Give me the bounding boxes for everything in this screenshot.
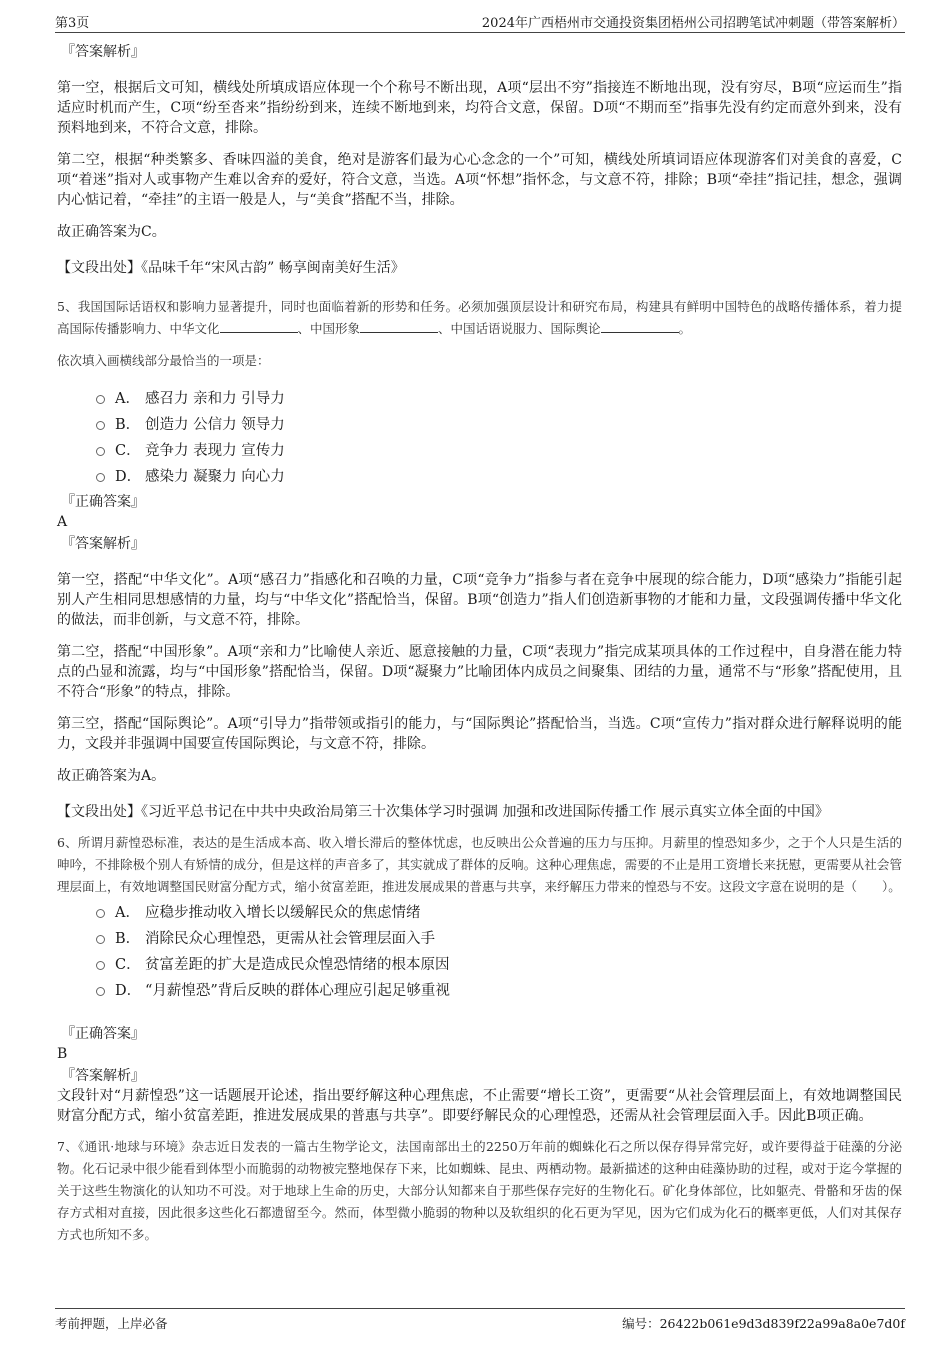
q5-source: 【文段出处】《习近平总书记在中共中央政治局第三十次集体学习时强调 加强和改进国际传播工作 展示真实立体全面的中国》 — [57, 804, 829, 820]
q5-options — [57, 386, 902, 490]
q6-stem: 6、所谓月薪惶恐标准，表达的是生活成本高、收入增长滞后的整体忧虑，也反映出公众普遍的压力与压抑。月薪里的惶恐知多少，之于个人只是生活的呻吟，不排除极个别人有矫情的成分，但是这样的声音多了，其实就成了群体的反响。这种心理焦虑，需要的不止是用工资增长来抚慰，更需要从社会管理层面上，有效地调整国民财富分配方式，缩小贫富差距，推进发展成果的普惠与共享，来纾解压力带来的惶恐与不安。这段文字意在说明的是（ ）。 — [57, 835, 902, 894]
q5-option-b[interactable]: B． 创造力 公信力 领导力 — [57, 412, 902, 438]
document-title: 2024年广西梧州市交通投资集团梧州公司招聘笔试冲刺题（带答案解析） — [481, 16, 905, 31]
q5-analysis-tag: 『答案解析』 — [61, 536, 145, 552]
footer-serial: 编号：26422b061e9d3d839f22a99a8a0e7d0f — [622, 1316, 905, 1331]
q5-analysis-para1: 第一空，搭配“中华文化”。A项“感召力”指感化和召唤的力量，C项“竞争力”指参与者在竞争中展现的综合能力，D项“感染力”指能引起别人产生相同思想感情的力量，均与“中华文化”搭配恰当，保留。B项“创造力”指人们创造新事物的才能和力量，文段强调传播中华文化的做法，而非创新，与文意不符，排除。 — [57, 572, 902, 628]
q7-stem: 7、《通讯·地球与环境》杂志近日发表的一篇古生物学论文，法国南部出土的2250万年前的蜘蛛化石之所以保存得异常完好，或许要得益于硅藻的分泌物。化石记录中很少能看到体型小而脆弱的动物被完整地保存下来，比如蜘蛛、昆虫、两栖动物。最新描述的这种由硅藻协助的过程，或对于迄今掌握的关于这些生物演化的认知功不可没。对于地球上生命的历史，大部分认知都来自于那些保存完好的生物化石。矿化身体部位，比如躯壳、骨骼和牙齿的保存方式相对直接，因此很多这些化石都遗留至今。然而，体型微小脆弱的物种以及软组织的化石更为罕见，因为它们成为化石的概率更低，人们对其保存方式也所知不多。 — [57, 1139, 902, 1242]
q5-answer: A — [57, 514, 68, 530]
q5-blank-2 — [360, 319, 438, 333]
q5-option-d[interactable]: D． 感染力 凝聚力 向心力 — [57, 464, 902, 490]
q5-option-a[interactable]: A． 感召力 亲和力 引导力 — [57, 386, 902, 412]
radio-icon[interactable] — [96, 987, 105, 996]
footer-slogan: 考前押题，上岸必备 — [55, 1316, 168, 1331]
q6-analysis: 文段针对“月薪惶恐”这一话题展开论述，指出要纾解这种心理焦虑，不止需要“增长工资”，更需要“从社会管理层面上，有效地调整国民财富分配方式，缩小贫富差距，推进发展成果的普惠与共享”。即要纾解民众的心理惶恐，还需从社会管理层面入手。因此B项正确。 — [57, 1088, 902, 1124]
q5-blank-3 — [601, 319, 679, 333]
q5-answer-tag: 『正确答案』 — [61, 494, 145, 510]
q6-analysis-tag: 『答案解析』 — [61, 1068, 145, 1084]
radio-icon[interactable] — [96, 395, 105, 404]
radio-icon[interactable] — [96, 935, 105, 944]
page-header — [55, 10, 905, 33]
radio-icon[interactable] — [96, 909, 105, 918]
radio-icon[interactable] — [96, 473, 105, 482]
q5-option-c[interactable]: C． 竞争力 表现力 宣传力 — [57, 438, 902, 464]
q4-analysis-para1: 第一空，根据后文可知，横线处所填成语应体现一个个称号不断出现，A项“层出不穷”指接连不断地出现，没有穷尽，B项“应运而生”指适应时机而产生，C项“纷至沓来”指纷纷到来，连续不断地到来，均符合文意，保留。D项“不期而至”指事先没有约定而意外到来，没有预料地到来，不符合文意，排除。 — [57, 80, 902, 136]
q4-analysis-para2: 第二空，根据“种类繁多、香味四溢的美食，绝对是游客们最为心心念念的一个”可知，横线处所填词语应体现游客们对美食的喜爱，C项“着迷”指对人或事物产生难以舍弃的爱好，符合文意，当选。A项“怀想”指怀念，与文意不符，排除；B项“牵挂”指记挂，想念，强调内心惦记着，“牵挂”的主语一般是人，与“美食”搭配不当，排除。 — [57, 152, 902, 208]
q4-analysis-tag: 『答案解析』 — [61, 44, 145, 60]
page-number: 第3页 — [55, 16, 90, 31]
q5-analysis-para3: 第三空，搭配“国际舆论”。A项“引导力”指带领或指引的能力，与“国际舆论”搭配恰当，当选。C项“宣传力”指对群众进行解释说明的能力，文段并非强调中国要宣传国际舆论，与文意不符，排除。 — [57, 716, 902, 752]
q6-answer-tag: 『正确答案』 — [61, 1026, 145, 1042]
q5-blank-1 — [220, 319, 298, 333]
q6-option-a[interactable]: A． 应稳步推动收入增长以缓解民众的焦虑情绪 — [57, 900, 902, 926]
q4-conclusion: 故正确答案为C。 — [57, 224, 166, 240]
page-footer — [55, 1308, 905, 1331]
q6-option-c[interactable]: C． 贫富差距的扩大是造成民众惶恐情绪的根本原因 — [57, 952, 902, 978]
q4-source: 【文段出处】《品味千年“宋风古韵” 畅享闽南美好生活》 — [57, 260, 405, 276]
radio-icon[interactable] — [96, 421, 105, 430]
page-content — [57, 38, 902, 1246]
q5-conclusion: 故正确答案为A。 — [57, 768, 166, 784]
q6-option-d[interactable]: D． “月薪惶恐”背后反映的群体心理应引起足够重视 — [57, 978, 902, 1004]
q5-prompt: 依次填入画横线部分最恰当的一项是： — [57, 353, 270, 368]
q5-stem: 5、我国国际话语权和影响力显著提升，同时也面临着新的形势和任务。必须加强顶层设计和研究布局，构建具有鲜明中国特色的战略传播体系，着力提高国际传播影响力、中华文化 、中国形象 、中国话语说服力、国际舆论 。 — [57, 299, 902, 336]
radio-icon[interactable] — [96, 447, 105, 456]
q6-option-b[interactable]: B． 消除民众心理惶恐，更需从社会管理层面入手 — [57, 926, 902, 952]
q6-options — [57, 900, 902, 1004]
radio-icon[interactable] — [96, 961, 105, 970]
q5-analysis-para2: 第二空，搭配“中国形象”。A项“亲和力”比喻使人亲近、愿意接触的力量，C项“表现力”指完成某项具体的工作过程中，自身潜在能力特点的凸显和流露，均与“中国形象”搭配恰当，保留。D项“凝聚力”比喻团体内成员之间聚集、团结的力量，通常不与“形象”搭配使用，且不符合“形象”的特点，排除。 — [57, 644, 902, 700]
q6-answer: B — [57, 1046, 68, 1062]
